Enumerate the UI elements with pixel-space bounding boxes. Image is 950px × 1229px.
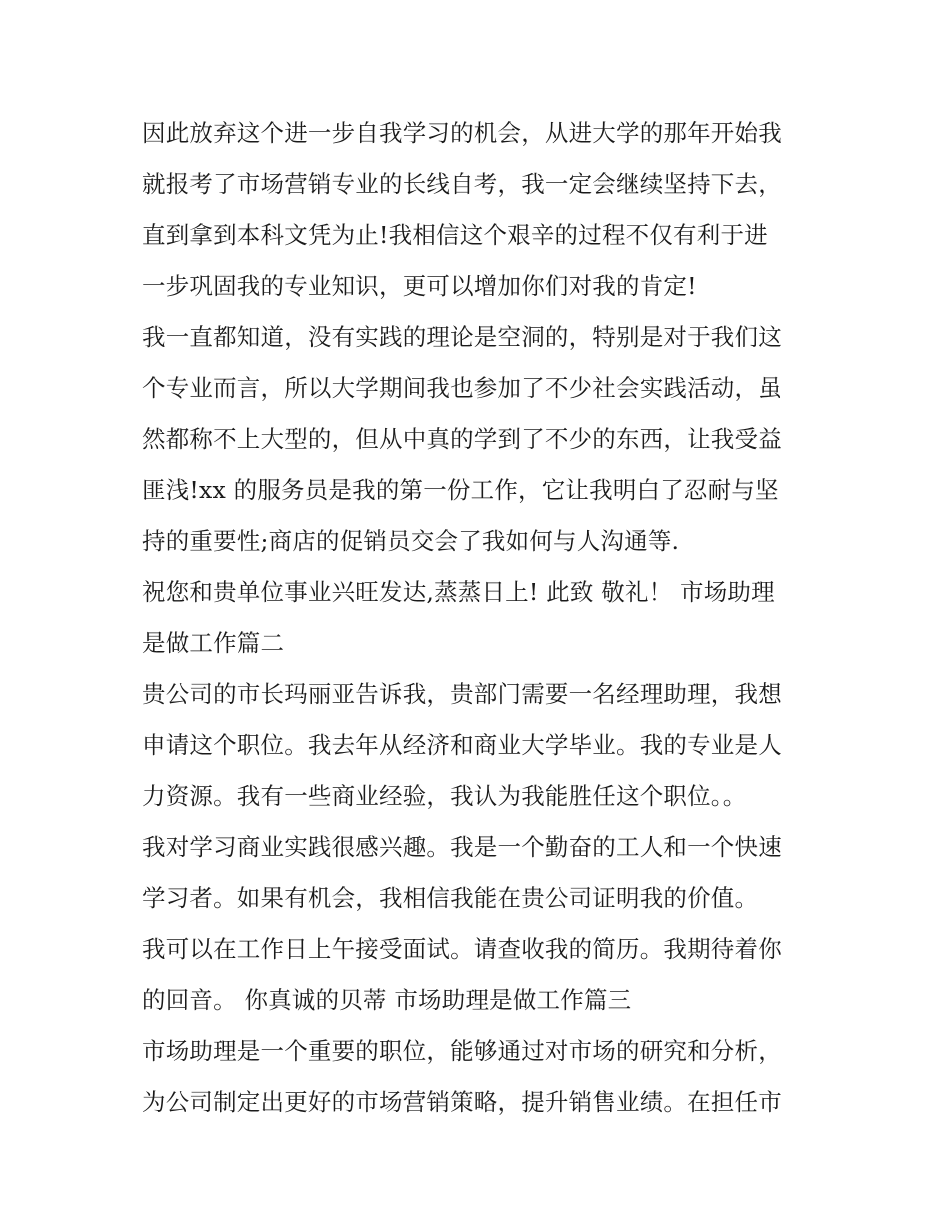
- text-line: 贵公司的市长玛丽亚告诉我，贵部门需要一名经理助理，我想: [142, 680, 782, 708]
- text-line: 为公司制定出更好的市场营销策略，提升销售业绩。在担任市: [142, 1088, 782, 1116]
- text-line: 学习者。如果有机会，我相信我能在贵公司证明我的价值。: [142, 884, 759, 912]
- text-line: 力资源。我有一些商业经验，我认为我能胜任这个职位。。: [142, 782, 747, 810]
- text-line: 就报考了市场营销专业的长线自考，我一定会继续坚持下去，: [142, 170, 782, 198]
- text-line: 祝您和贵单位事业兴旺发达,蒸蒸日上! 此致 敬礼！ 市场助理: [142, 578, 775, 606]
- text-line: 个专业而言，所以大学期间我也参加了不少社会实践活动，虽: [142, 374, 782, 402]
- text-line: 我对学习商业实践很感兴趣。我是一个勤奋的工人和一个快速: [142, 833, 782, 861]
- text-line: 申请这个职位。我去年从经济和商业大学毕业。我的专业是人: [142, 731, 782, 759]
- text-line: 匪浅!xx 的服务员是我的第一份工作，它让我明白了忍耐与坚: [142, 476, 779, 504]
- text-line: 然都称不上大型的，但从中真的学到了不少的东西，让我受益: [142, 425, 782, 453]
- text-line: 市场助理是一个重要的职位，能够通过对市场的研究和分析，: [142, 1037, 782, 1065]
- text-line: 持的重要性;商店的促销员交会了我如何与人沟通等.: [142, 527, 680, 555]
- text-line: 一步巩固我的专业知识，更可以增加你们对我的肯定!: [142, 272, 697, 300]
- text-line: 的回音。 你真诚的贝蒂 市场助理是做工作篇三: [142, 986, 632, 1014]
- text-line: 我一直都知道，没有实践的理论是空洞的，特别是对于我们这: [142, 323, 782, 351]
- section-title-line: 是做工作篇二: [142, 629, 285, 657]
- text-line: 我可以在工作日上午接受面试。请查收我的简历。我期待着你: [142, 935, 782, 963]
- text-line: 因此放弃这个进一步自我学习的机会，从进大学的那年开始我: [142, 119, 782, 147]
- document-body: [142, 108, 822, 1128]
- text-line: 直到拿到本科文凭为止!我相信这个艰辛的过程不仅有利于进: [142, 221, 768, 249]
